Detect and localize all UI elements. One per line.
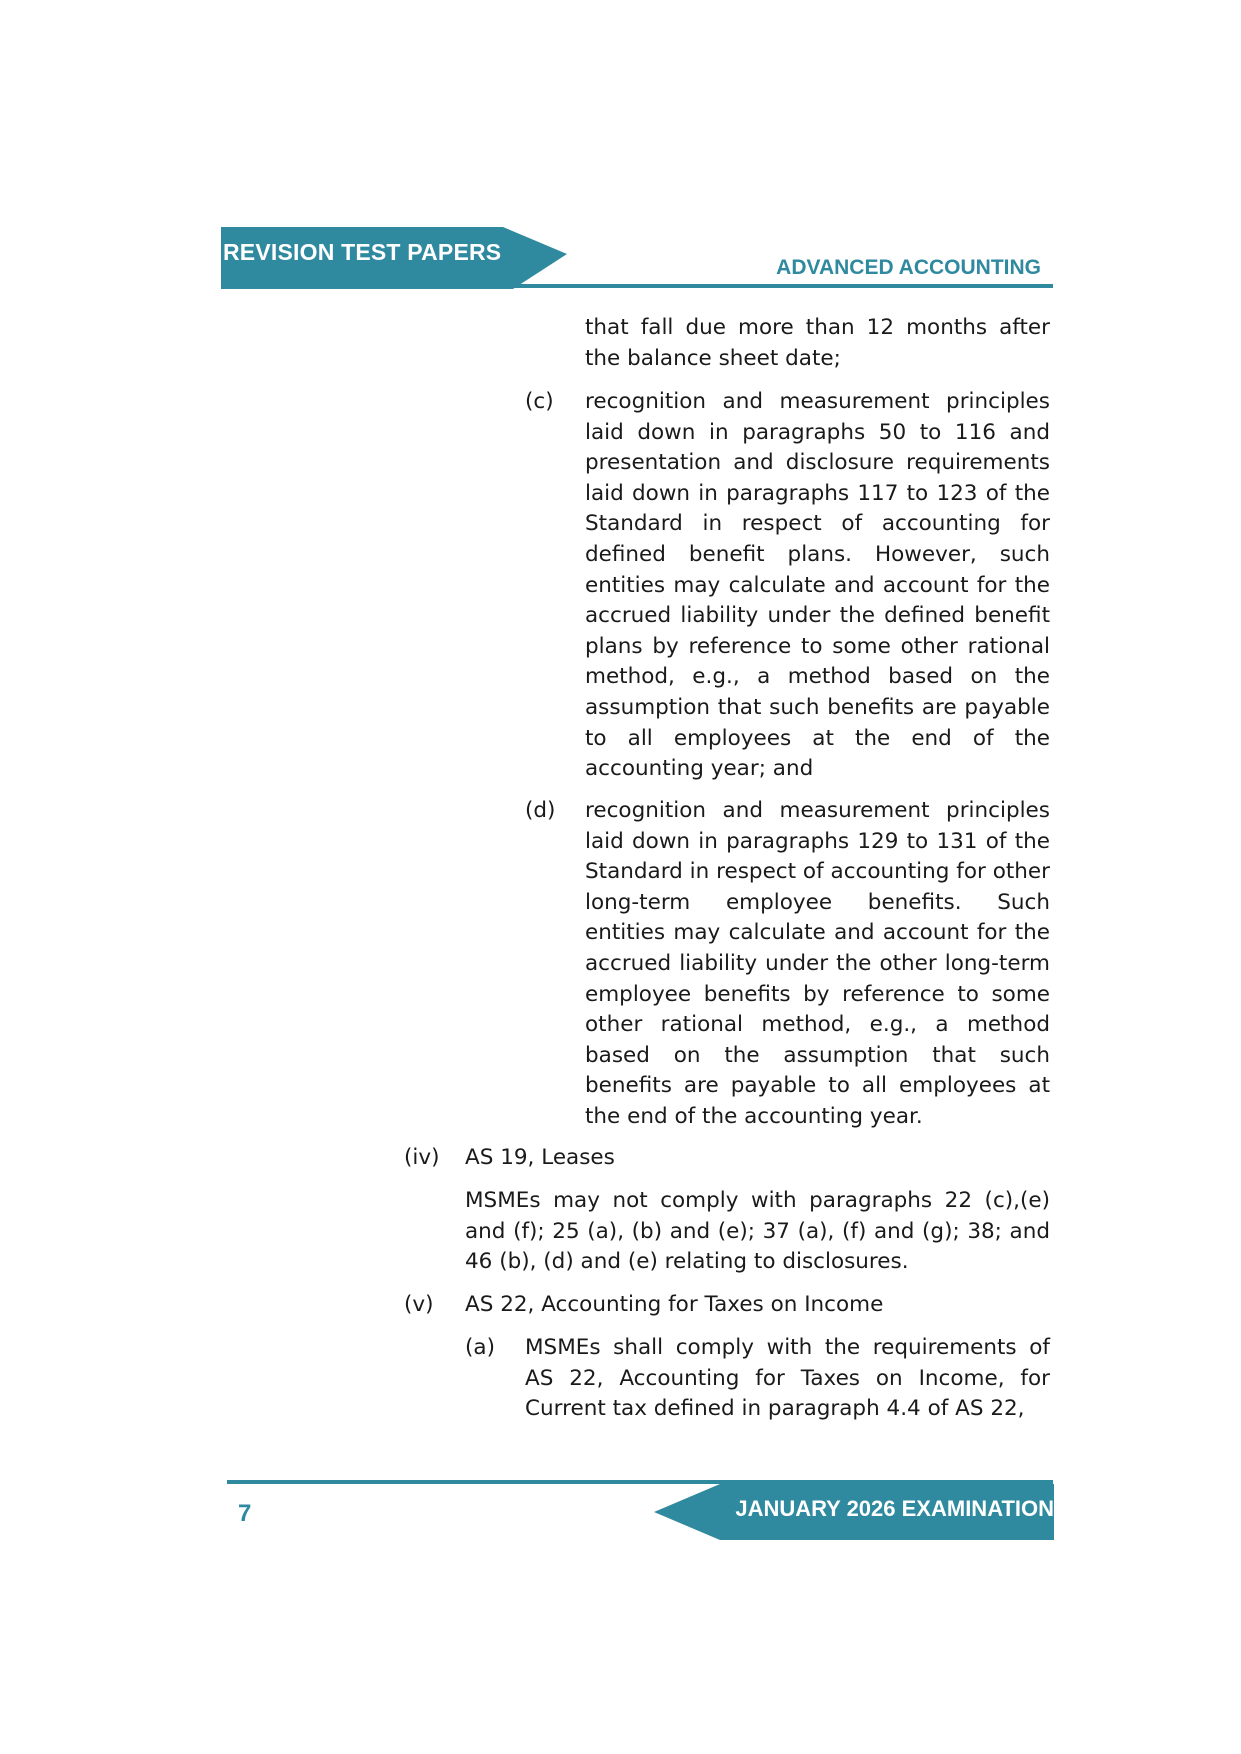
item-d-text: recognition and measurement principles laid down in paragraphs 129 to 131 of the Standard in respect of accounting for other long-term employee benefits. Such entities may calculate and account for the accrued liability under the other long-term employee benefits by reference to some other rational method, e.g., a method based on the assumption that such benefits are payable to all employees at the end of the accounting year. (585, 798, 1050, 1129)
item-iv-text: MSMEs may not comply with paragraphs 22 (c),(e) and (f); 25 (a), (b) and (e); 37 (a), (f) and (g); 38; and 46 (b), (d) and (e) relating to disclosures. (465, 1188, 1050, 1275)
continuation-paragraph: that fall due more than 12 months after the balance sheet date; (585, 315, 1050, 371)
header-right-title: ADVANCED ACCOUNTING (776, 256, 1041, 279)
footer-banner (654, 1484, 1054, 1540)
item-v-a-label: (a) (465, 1335, 495, 1360)
item-d-label: (d) (525, 798, 556, 823)
item-iv-label: (iv) (404, 1145, 440, 1170)
header-banner (221, 227, 567, 289)
footer-exam-title: JANUARY 2026 EXAMINATION (735, 1496, 1054, 1521)
item-iv-heading: AS 19, Leases (465, 1145, 615, 1170)
item-v-label: (v) (404, 1292, 434, 1317)
page-number: 7 (238, 1500, 252, 1527)
item-c-text: recognition and measurement principles laid down in paragraphs 50 to 116 and presentation and disclosure requirements laid down in paragraphs 117 to 123 of the Standard in respect of accounting for defined benefit plans. However, such entities may calculate and account for the accrued liability under the defined benefit plans by reference to some other rational method, e.g., a method based on the assumption that such benefits are payable to all employees at the end of the accounting year; and (585, 389, 1050, 782)
item-c-label: (c) (525, 389, 554, 414)
header-divider (221, 284, 1053, 288)
item-v-a-text: MSMEs shall comply with the requirements of AS 22, Accounting for Taxes on Income, for Current tax defined in paragraph 4.4 of AS 22, (525, 1335, 1050, 1422)
item-v-heading: AS 22, Accounting for Taxes on Income (465, 1292, 884, 1317)
header-left-title: REVISION TEST PAPERS (223, 239, 502, 265)
